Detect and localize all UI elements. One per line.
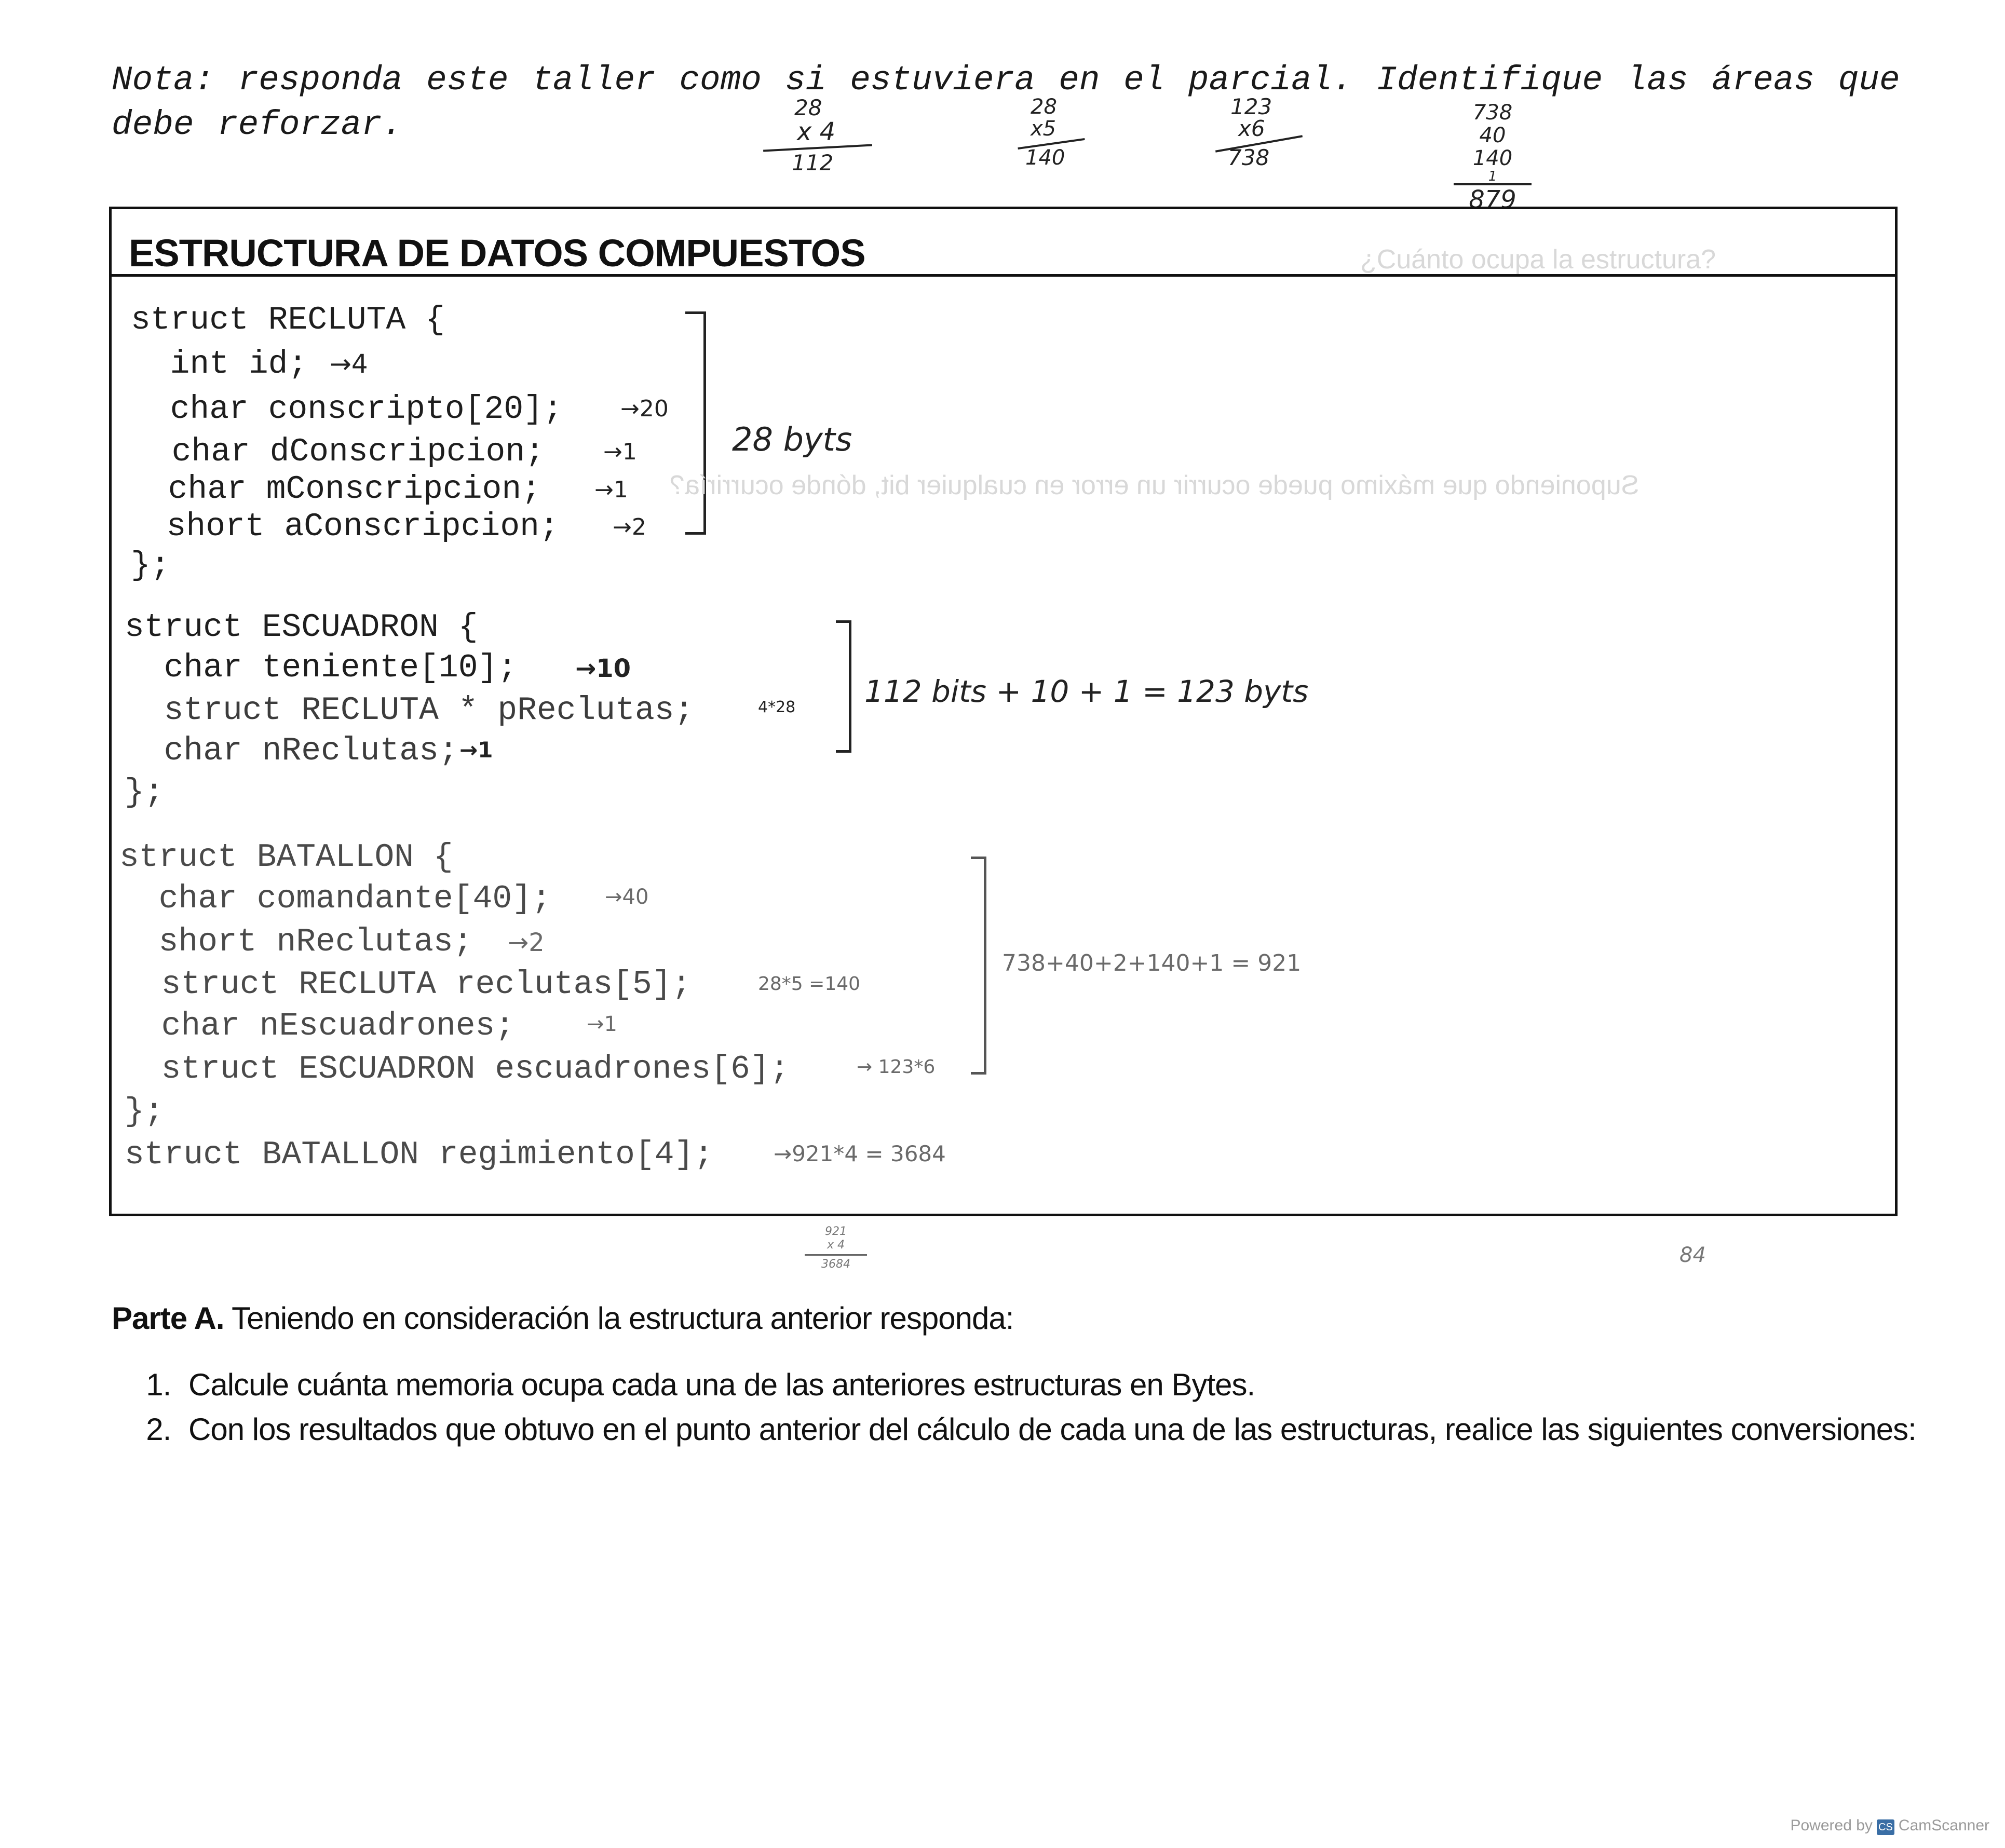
- batallon-line-7: struct BATALLON regimiento[4];: [125, 1136, 714, 1173]
- batallon-line-1: char comandante[40];: [119, 880, 551, 917]
- recluta-note-aconscripcion: →2: [613, 514, 646, 540]
- calc-2: [1018, 96, 1106, 169]
- calc-4-b: 40: [1479, 124, 1506, 147]
- calc-4-r: 879: [1469, 185, 1516, 214]
- batallon-line-3: struct RECLUTA reclutas[5];: [122, 966, 692, 1003]
- recluta-note-dconscripcion: →1: [603, 439, 637, 465]
- batallon-total: 738+40+2+140+1 = 921: [1002, 950, 1302, 976]
- camscanner-watermark: [1790, 1817, 1989, 1835]
- question-2: 2. Con los resultados que obtuvo en el punto anterior del cálculo de cada una de las estructuras, realice las siguientes conversiones:: [179, 1407, 1944, 1452]
- batallon-note-reclutas: 28*5 =140: [758, 973, 861, 995]
- escuadron-note-teniente: →10: [575, 654, 631, 683]
- question-1: 1. Calcule cuánta memoria ocupa cada una de las anteriores estructuras en Bytes.: [179, 1363, 1944, 1407]
- bleed-text-2: Suponiendo que máximo puede ocurrir un error en cualquier bit, dónde ocurriría?: [670, 470, 1640, 500]
- calc-1-b: x 4: [797, 117, 836, 146]
- batallon-note-escuadrones: → 123*6: [857, 1056, 936, 1078]
- recluta-brace: [685, 311, 706, 535]
- batallon-note-nescuadrones: →1: [587, 1012, 617, 1036]
- parte-a-text: Teniendo en consideración la estructura anterior responda:: [224, 1301, 1014, 1336]
- calc-1: [768, 96, 883, 175]
- below-calc-a: 921: [825, 1225, 847, 1238]
- calc-3-b: x6: [1238, 116, 1265, 141]
- recluta-line-3: char dConscripcion;: [132, 433, 545, 470]
- recluta-line-2: char conscripto[20];: [131, 391, 563, 428]
- calc-4-c: 140: [1472, 146, 1513, 170]
- calc-3-r: 738: [1228, 145, 1270, 170]
- escuadron-line-0: struct ESCUADRON {: [125, 609, 478, 646]
- calc-4-d: 1: [1488, 169, 1497, 184]
- calc-4-a: 738: [1472, 101, 1513, 125]
- escuadron-note-preclutas: 4*28: [758, 698, 796, 716]
- escuadron-note-nreclutas: →1: [459, 737, 493, 763]
- below-calc-b: x 4: [827, 1239, 845, 1252]
- questions-list: [112, 1363, 1944, 1452]
- recluta-note-conscripto: →20: [620, 396, 669, 422]
- calc-3: [1215, 96, 1319, 169]
- escuadron-line-2: struct RECLUTA * pReclutas;: [125, 692, 694, 729]
- below-calc-rule: [805, 1254, 867, 1256]
- recluta-line-1: int id;: [131, 346, 308, 383]
- camscanner-logo-icon: CS: [1877, 1819, 1894, 1835]
- batallon-line-6: };: [125, 1093, 164, 1130]
- escuadron-line-4: };: [125, 774, 164, 811]
- box-title: ESTRUCTURA DE DATOS COMPUESTOS: [129, 232, 865, 275]
- escuadron-line-1: char teniente[10];: [125, 649, 518, 686]
- watermark-prefix: Powered by: [1790, 1817, 1873, 1834]
- batallon-line-2: short nReclutas;: [119, 923, 473, 960]
- escuadron-brace: [836, 620, 851, 753]
- recluta-line-0: struct RECLUTA {: [131, 302, 445, 338]
- below-calc-r: 3684: [821, 1258, 850, 1271]
- parte-a-heading: [112, 1300, 1013, 1336]
- calc-2-b: x5: [1031, 117, 1056, 141]
- bleed-text-1: ¿Cuánto ocupa la estructura?: [1360, 244, 1716, 275]
- below-calc: [802, 1225, 870, 1271]
- recluta-line-6: };: [131, 547, 170, 584]
- batallon-brace: [971, 857, 986, 1075]
- calc-1-r: 112: [792, 150, 834, 175]
- parte-a-label: Parte A.: [112, 1301, 224, 1336]
- calc-2-r: 140: [1025, 146, 1065, 170]
- watermark-brand: CamScanner: [1898, 1817, 1989, 1834]
- batallon-note-regimiento: →921*4 = 3684: [774, 1141, 946, 1166]
- nota-text: Nota: responda este taller como si estuviera en el parcial. Identifique las áreas que debe reforzar.: [112, 61, 1900, 144]
- batallon-line-0: struct BATALLON {: [119, 839, 453, 876]
- recluta-line-5: short aConscripcion;: [127, 508, 559, 545]
- calc-1-a: 28: [794, 95, 822, 120]
- batallon-note-nreclutas: →2: [508, 928, 545, 957]
- calc-3-a: 123: [1230, 94, 1272, 119]
- recluta-total: 28 byts: [732, 420, 852, 458]
- batallon-note-comandante: →40: [605, 885, 649, 909]
- recluta-line-4: char mConscripcion;: [129, 471, 541, 508]
- calc-4: [1454, 101, 1532, 214]
- stray-mark: 84: [1679, 1243, 1706, 1267]
- calc-2-a: 28: [1031, 95, 1057, 119]
- recluta-note-mconscripcion: →1: [594, 477, 628, 503]
- recluta-note-id: →4: [330, 349, 368, 379]
- escuadron-total: 112 bits + 10 + 1 = 123 byts: [864, 674, 1309, 709]
- escuadron-line-3: char nReclutas;: [125, 732, 458, 769]
- batallon-line-4: char nEscuadrones;: [122, 1008, 515, 1044]
- batallon-line-5: struct ESCUADRON escuadrones[6];: [122, 1051, 790, 1088]
